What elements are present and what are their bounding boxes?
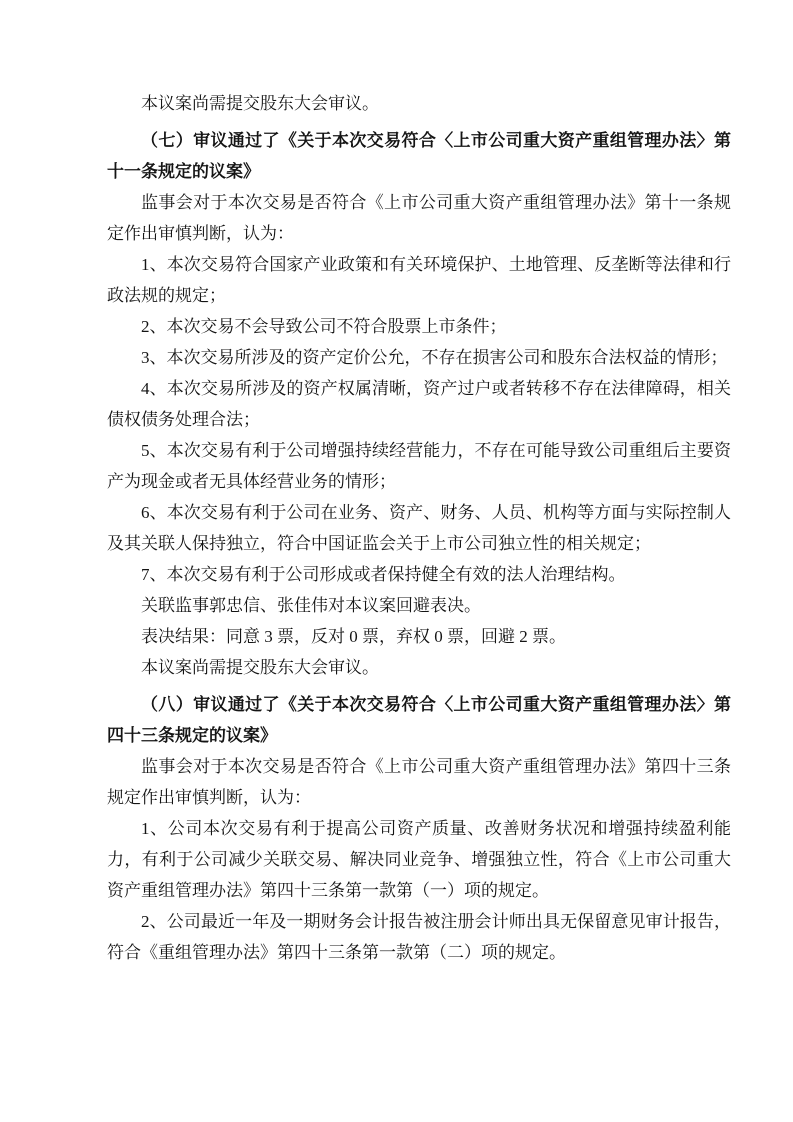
paragraph-vote-result: 表决结果：同意 3 票，反对 0 票，弃权 0 票，回避 2 票。 [141, 627, 566, 646]
paragraph-article43-point-1: 1、公司本次交易有利于提高公司资产质量、改善财务状况和增强持续盈利能力，有利于公司减少关联交易、解决同业竞争、增强独立性，符合《上市公司重大资产重组管理办法》第四十三条第一款第（一）项的规定。 [107, 819, 731, 900]
paragraph-point-5: 5、本次交易有利于公司增强持续经营能力，不存在可能导致公司重组后主要资产为现金或者无具体经营业务的情形； [107, 441, 731, 491]
paragraph-judgement-intro-7: 监事会对于本次交易是否符合《上市公司重大资产重组管理办法》第十一条规定作出审慎判断，认为： [107, 193, 731, 243]
paragraph-point-4: 4、本次交易所涉及的资产权属清晰，资产过户或者转移不存在法律障碍，相关债权债务处理合法； [107, 379, 731, 429]
section-heading-item-7: （七）审议通过了《关于本次交易符合〈上市公司重大资产重组管理办法〉第十一条规定的议案》 [107, 131, 731, 181]
paragraph-point-6: 6、本次交易有利于公司在业务、资产、财务、人员、机构等方面与实际控制人及其关联人保持独立，符合中国证监会关于上市公司独立性的相关规定； [107, 503, 731, 553]
paragraph-point-1: 1、本次交易符合国家产业政策和有关环境保护、土地管理、反垄断等法律和行政法规的规定； [107, 255, 731, 305]
paragraph-judgement-intro-8: 监事会对于本次交易是否符合《上市公司重大资产重组管理办法》第四十三条规定作出审慎判断，认为： [107, 757, 731, 807]
paragraph-article43-point-2: 2、公司最近一年及一期财务会计报告被注册会计师出具无保留意见审计报告，符合《重组管理办法》第四十三条第一款第（二）项的规定。 [107, 912, 731, 962]
paragraph-point-2: 2、本次交易不会导致公司不符合股票上市条件； [141, 317, 507, 336]
paragraph-submit-to-shareholders: 本议案尚需提交股东大会审议。 [141, 94, 379, 113]
paragraph-submit-to-shareholders-2: 本议案尚需提交股东大会审议。 [141, 658, 379, 677]
paragraph-recusal-statement: 关联监事郭忠信、张佳伟对本议案回避表决。 [141, 596, 481, 615]
paragraph-point-7: 7、本次交易有利于公司形成或者保持健全有效的法人治理结构。 [141, 565, 626, 584]
paragraph-point-3: 3、本次交易所涉及的资产定价公允，不存在损害公司和股东合法权益的情形； [141, 348, 728, 367]
section-heading-item-8: （八）审议通过了《关于本次交易符合〈上市公司重大资产重组管理办法〉第四十三条规定的议案》 [107, 695, 731, 745]
